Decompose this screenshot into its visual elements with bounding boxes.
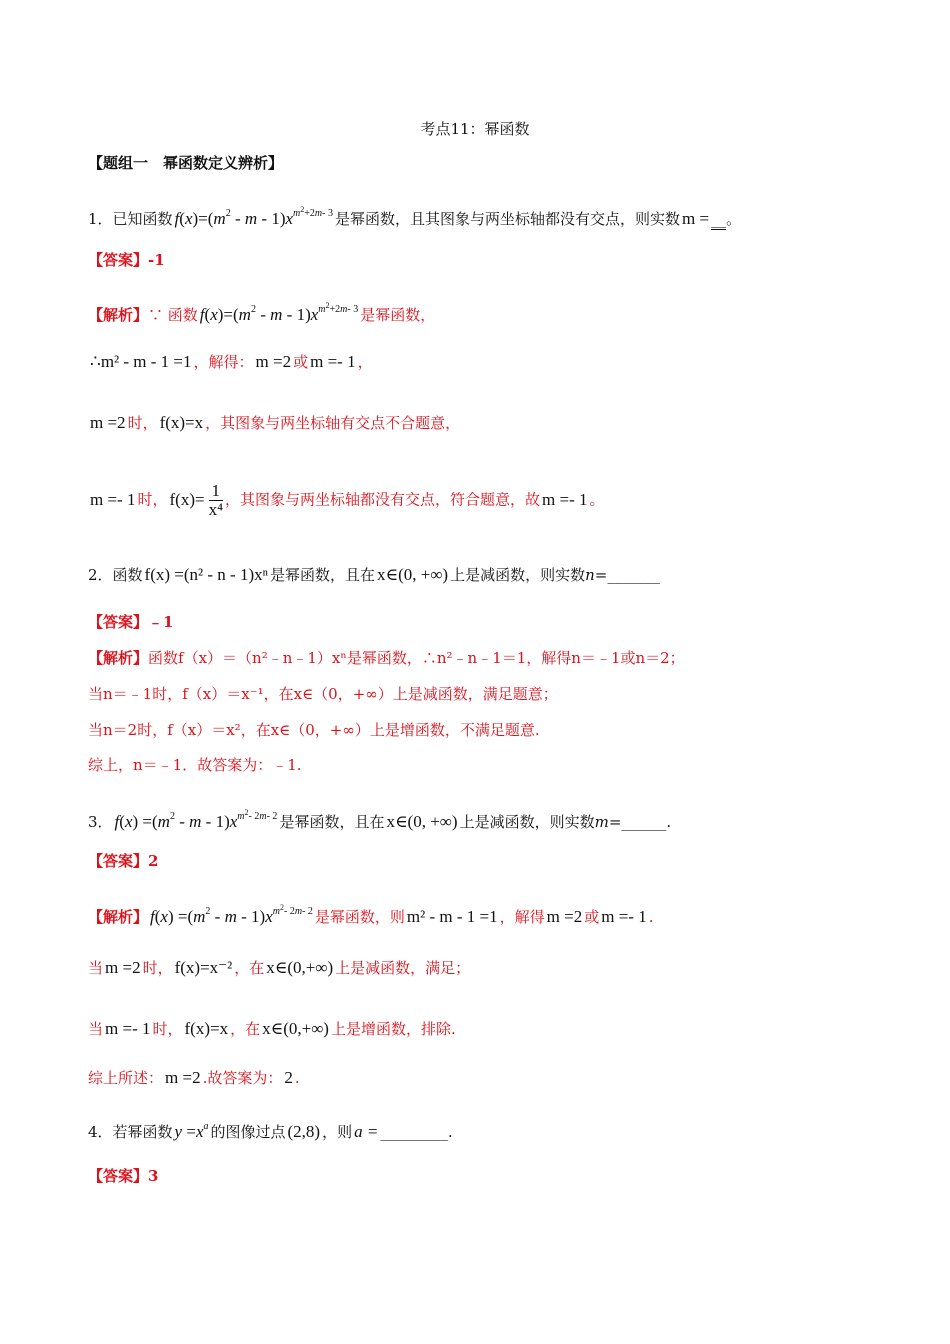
- q1-case-2-text: ，其图象与两坐标轴都没有交点，符合题意，故: [225, 490, 541, 509]
- q1-end: 。: [726, 210, 742, 228]
- q2-analysis-1: [88, 648, 685, 668]
- q3-answer: [88, 851, 158, 871]
- q1-solution-1: m =2: [255, 352, 292, 371]
- q1-because: ∵ 函数: [148, 306, 198, 324]
- q2-prefix: 2．函数: [88, 566, 143, 584]
- q4-point: (2,8): [287, 1122, 321, 1141]
- q1-or: 或: [293, 353, 309, 371]
- q2-variable: n: [585, 566, 595, 584]
- q1-period: 。: [589, 490, 605, 509]
- answer-tag: 【答案】: [88, 1167, 149, 1185]
- q2-analysis-3: 当n＝2时，f（x）＝x²，在x∈（0，+∞）上是增函数，不满足题意.: [88, 721, 540, 739]
- q3-case-1: m =2: [105, 958, 141, 977]
- q1-answer: [88, 250, 165, 270]
- q2-suffix: 上是减函数，则实数: [450, 566, 586, 584]
- q3-analysis-1: [88, 898, 653, 927]
- q3-function: $f(x) =(m^2 - m - 1)x^{m^2- 2m- 2}$: [114, 808, 278, 831]
- q2-analysis-4: 综上，n＝﹣1．故答案为：﹣1.: [88, 756, 302, 774]
- q3-case-1-domain: x∈(0,+∞): [266, 958, 334, 977]
- q2-mid: 是幂函数，且在: [269, 566, 375, 584]
- q4-mid: 的图像过点: [210, 1123, 286, 1141]
- q1-analysis-tail: 是幂函数，: [360, 306, 436, 324]
- q1-case-2-function: f(x)=: [169, 489, 205, 509]
- q2-answer: [88, 612, 173, 632]
- q1-suffix: 是幂函数，且其图象与两坐标轴都没有交点，则实数: [334, 210, 680, 228]
- q1-analysis-3: [88, 413, 460, 433]
- fraction-numerator: 1: [209, 482, 223, 501]
- answer-value: ﹣1: [148, 613, 174, 631]
- q1-solution-2: m =- 1: [310, 352, 356, 371]
- answer-value: 3: [148, 1167, 159, 1185]
- q3-solution-2: m =- 1: [601, 907, 647, 926]
- q4-variable: a =: [354, 1122, 379, 1141]
- q1-result: m =- 1: [542, 489, 588, 509]
- q1-case-1-when: 时，: [127, 414, 158, 432]
- q3-case-1-tail: 上是减函数，满足；: [335, 959, 471, 977]
- q3-when: 当: [88, 959, 104, 977]
- question-3: [88, 803, 671, 832]
- q3-solve-text: ，解得: [499, 908, 545, 926]
- q3-result: m =2: [165, 1068, 201, 1087]
- answer-value: 2: [148, 852, 159, 870]
- q2-blank: =_______: [594, 566, 660, 584]
- q3-domain: x∈(0, +∞): [386, 812, 458, 831]
- q1-function: $f(x)=(m^2 - m - 1)x^{m^2+2m- 3}$: [174, 205, 333, 228]
- q3-analysis-function: $f(x) =(m^2 - m - 1)x^{m^2- 2m- 2}$: [150, 903, 313, 926]
- analysis-tag: 【解析】: [88, 908, 149, 926]
- q1-solve-text: ，解得：: [193, 353, 254, 371]
- q4-function: $y =x^a$: [174, 1121, 209, 1141]
- q3-solution-1: m =2: [546, 907, 583, 926]
- q3-summary-pre: 综上所述：: [88, 1069, 164, 1087]
- q1-analysis-function: $f(x)=(m^2 - m - 1)x^{m^2+2m- 3}$: [199, 301, 359, 324]
- q1-case-2: m =- 1: [90, 489, 136, 509]
- question-1: [88, 200, 741, 230]
- q4-end: .: [447, 1123, 453, 1141]
- q1-analysis-4: [88, 482, 605, 519]
- q1-fraction: [209, 482, 223, 519]
- q3-variable: m: [594, 813, 609, 831]
- q3-analysis-3: [88, 1019, 456, 1039]
- q3-prefix: 3．: [88, 813, 113, 831]
- q3-case-1-function: f(x)=x⁻²: [174, 958, 233, 977]
- q1-equation: ∴m² - m - 1 =1: [90, 352, 192, 371]
- q2-function: f(x) =(n² - n - 1)xⁿ: [144, 565, 268, 584]
- page-title: 考点11：幂函数: [420, 120, 530, 138]
- q1-comma: ，: [357, 353, 373, 371]
- q1-analysis-1: [88, 296, 435, 325]
- q4-suffix: ，则: [322, 1123, 353, 1141]
- question-2: [88, 565, 660, 585]
- q1-case-1-text: ，其图象与两坐标轴有交点不合题意，: [205, 414, 461, 432]
- group-heading: 【题组一 幂函数定义辨析】: [88, 154, 284, 172]
- q4-answer: [88, 1166, 158, 1186]
- analysis-tag: 【解析】: [88, 306, 149, 324]
- q1-case-1: m =2: [90, 413, 126, 432]
- analysis-tag: 【解析】: [88, 649, 149, 667]
- q3-case-2-tail: 上是增函数，排除.: [330, 1020, 456, 1038]
- q3-equation: m² - m - 1 =1: [406, 907, 498, 926]
- q2-analysis-text: 函数f（x）＝（n²﹣n﹣1）xⁿ是幂函数，∴n²﹣n﹣1＝1，解得n＝﹣1或n＝2；: [148, 649, 685, 667]
- q1-case-2-when: 时，: [137, 490, 168, 509]
- q3-analysis-4: [88, 1068, 300, 1088]
- q3-case-2: m =- 1: [105, 1019, 151, 1038]
- q3-case-1-time: 时，: [142, 959, 173, 977]
- q3-case-2-domain: x∈(0,+∞): [262, 1019, 329, 1038]
- q3-mid: 是幂函数，且在: [279, 813, 385, 831]
- q3-final-answer: 2: [284, 1068, 293, 1087]
- question-4: [88, 1117, 453, 1142]
- q3-case-2-function: f(x)=x: [184, 1019, 229, 1038]
- q3-case-2-time: 时，: [152, 1020, 183, 1038]
- q3-suffix: 上是减函数，则实数: [459, 813, 595, 831]
- q4-blank: _________: [380, 1123, 448, 1141]
- q1-prefix: 1．已知函数: [88, 210, 173, 228]
- answer-value: -1: [148, 251, 165, 269]
- q1-blank: __: [711, 210, 727, 228]
- q1-case-1-function: f(x)=x: [159, 413, 204, 432]
- fraction-denominator: x⁴: [208, 500, 224, 519]
- q3-case-2-on: ，在: [230, 1020, 261, 1038]
- q3-blank: =______.: [608, 813, 672, 831]
- q3-case-1-on: ，在: [234, 959, 265, 977]
- answer-tag: 【答案】: [88, 613, 149, 631]
- q3-summary-text: .故答案为：: [202, 1069, 283, 1087]
- answer-tag: 【答案】: [88, 852, 149, 870]
- q4-prefix: 4．若幂函数: [88, 1123, 173, 1141]
- q3-period: .: [648, 908, 654, 926]
- answer-tag: 【答案】: [88, 251, 149, 269]
- q3-end: .: [294, 1069, 300, 1087]
- q3-or: 或: [584, 908, 600, 926]
- q3-then: 是幂函数，则: [314, 908, 405, 926]
- q1-analysis-2: [88, 352, 373, 372]
- q2-analysis-2: 当n＝﹣1时，f（x）＝x⁻¹，在x∈（0，+∞）上是减函数，满足题意；: [88, 685, 558, 703]
- q2-domain: x∈(0, +∞): [376, 565, 449, 584]
- q1-variable: m =: [682, 209, 710, 228]
- q3-when: 当: [88, 1020, 104, 1038]
- q3-analysis-2: [88, 958, 470, 978]
